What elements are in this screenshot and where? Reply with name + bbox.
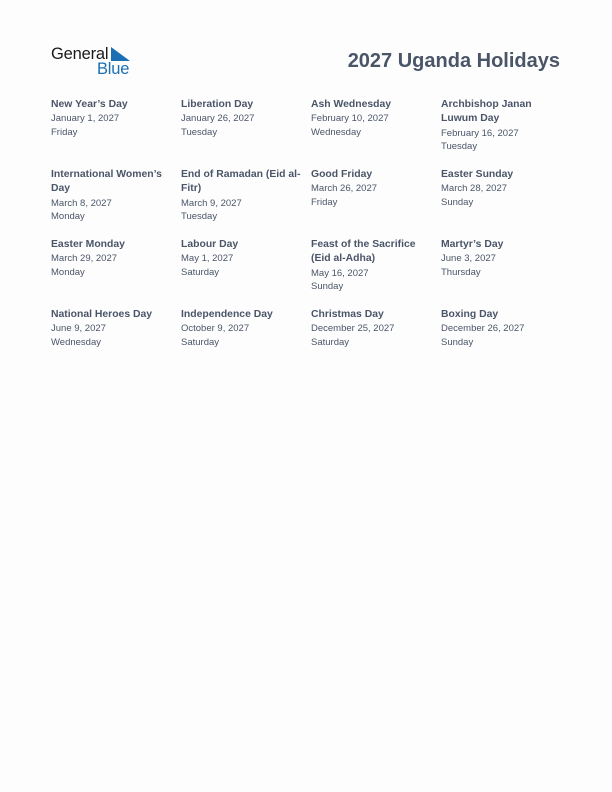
holiday-weekday: Saturday	[311, 337, 350, 349]
page-title: 2027 Uganda Holidays	[347, 50, 560, 72]
holiday-date: February 16, 2027	[441, 127, 519, 139]
holiday-entry	[181, 98, 303, 140]
holiday-date: December 25, 2027	[311, 323, 395, 335]
holiday-name: Good Friday	[311, 169, 373, 180]
holiday-entry	[311, 98, 433, 140]
holiday-name: Liberation Day	[181, 99, 254, 110]
holiday-name: Martyr’s Day	[441, 239, 504, 250]
holiday-date: January 1, 2027	[51, 113, 120, 125]
holiday-date: December 26, 2027	[441, 323, 525, 335]
holiday-name: Feast of the Sacrifice (Eid al-Adha)	[311, 239, 416, 265]
holiday-name: Easter Monday	[51, 239, 125, 250]
holiday-entry	[181, 168, 303, 224]
holiday-entry	[441, 308, 563, 350]
logo-text-blue: Blue	[97, 60, 130, 78]
holiday-date: March 26, 2027	[311, 183, 378, 195]
holiday-weekday: Monday	[51, 211, 85, 223]
holiday-weekday: Thursday	[441, 267, 481, 279]
holiday-date: June 3, 2027	[441, 253, 496, 265]
holiday-weekday: Saturday	[181, 337, 220, 349]
holiday-date: June 9, 2027	[51, 323, 106, 335]
holiday-name: Ash Wednesday	[311, 99, 392, 110]
holiday-weekday: Monday	[51, 267, 85, 279]
holiday-name: International Women’s Day	[51, 169, 162, 195]
holiday-date: February 10, 2027	[311, 113, 389, 125]
holiday-name: Labour Day	[181, 239, 239, 250]
holiday-name: Archbishop Janan Luwum Day	[441, 99, 532, 125]
holiday-weekday: Wednesday	[311, 127, 361, 139]
generalblue-logo	[51, 44, 135, 78]
holiday-entry	[311, 238, 433, 294]
holiday-entry	[311, 308, 433, 350]
holiday-entry	[51, 308, 173, 350]
holiday-name: National Heroes Day	[51, 309, 153, 320]
holiday-name: Boxing Day	[441, 309, 499, 320]
holiday-entry	[311, 168, 433, 210]
holiday-weekday: Sunday	[441, 337, 474, 349]
holiday-entry	[441, 168, 563, 210]
holiday-weekday: Wednesday	[51, 337, 101, 349]
holiday-entry	[181, 238, 303, 280]
logo-text-general: General	[51, 45, 109, 63]
holiday-date: May 16, 2027	[311, 267, 369, 279]
holiday-entry	[51, 168, 173, 224]
holiday-date: March 9, 2027	[181, 197, 242, 209]
holiday-weekday: Tuesday	[441, 141, 478, 153]
holiday-weekday: Saturday	[181, 267, 220, 279]
holiday-date: March 29, 2027	[51, 253, 118, 265]
holiday-date: March 28, 2027	[441, 183, 508, 195]
holiday-date: March 8, 2027	[51, 197, 112, 209]
holiday-name: Independence Day	[181, 309, 273, 320]
holiday-weekday: Sunday	[441, 197, 474, 209]
holiday-weekday: Friday	[51, 127, 78, 139]
holiday-name: End of Ramadan (Eid al-Fitr)	[181, 169, 301, 195]
holiday-entry	[441, 238, 563, 280]
holiday-name: New Year’s Day	[51, 99, 128, 110]
holiday-entry	[181, 308, 303, 350]
holiday-entry	[51, 98, 173, 140]
holiday-name: Easter Sunday	[441, 169, 514, 180]
holiday-entry	[441, 98, 563, 154]
holiday-weekday: Tuesday	[181, 127, 218, 139]
holiday-weekday: Tuesday	[181, 211, 218, 223]
holiday-entry	[51, 238, 173, 280]
holiday-name: Christmas Day	[311, 309, 384, 320]
holiday-date: May 1, 2027	[181, 253, 234, 265]
holiday-date: October 9, 2027	[181, 323, 250, 335]
holiday-weekday: Friday	[311, 197, 338, 209]
holiday-weekday: Sunday	[311, 281, 344, 293]
holiday-date: January 26, 2027	[181, 113, 255, 125]
